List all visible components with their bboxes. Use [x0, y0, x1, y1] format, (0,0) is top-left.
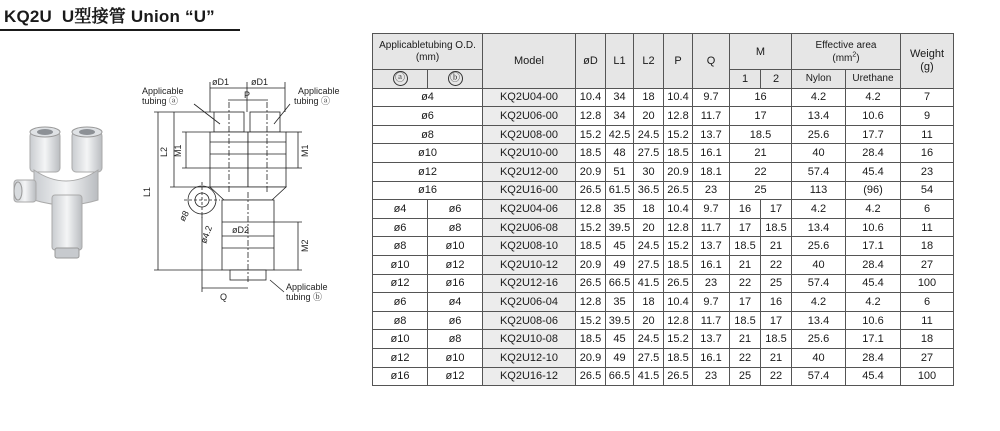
- cell-q: 18.1: [693, 162, 730, 181]
- cell-tube-b: ø16: [428, 274, 483, 293]
- title-name-cn: U型接管: [61, 7, 126, 26]
- cell-urethane: 28.4: [846, 348, 901, 367]
- cell-l1: 51: [606, 162, 634, 181]
- cell-weight: 27: [901, 255, 954, 274]
- od8-label: ø8: [177, 208, 191, 223]
- cell-model: KQ2U10-12: [483, 255, 576, 274]
- cell-p: 15.2: [664, 125, 693, 144]
- header-l2: L2: [634, 34, 664, 89]
- cell-l2: 18: [634, 88, 664, 107]
- cell-l2: 30: [634, 162, 664, 181]
- od4-2-label: ø4.2: [198, 224, 215, 245]
- header-model: Model: [483, 34, 576, 89]
- cell-q: 9.7: [693, 88, 730, 107]
- cell-model: KQ2U16-00: [483, 181, 576, 200]
- cell-l2: 41.5: [634, 367, 664, 386]
- l2-label: L2: [159, 146, 169, 157]
- cell-urethane: 4.2: [846, 293, 901, 312]
- cell-p: 10.4: [664, 293, 693, 312]
- cell-m1: 17: [730, 293, 761, 312]
- cell-model: KQ2U10-08: [483, 330, 576, 349]
- cell-l1: 66.5: [606, 367, 634, 386]
- cell-m1: 21: [730, 330, 761, 349]
- cell-tube-b: ø10: [428, 348, 483, 367]
- cell-l1: 34: [606, 107, 634, 126]
- cell-tube: ø12: [373, 162, 483, 181]
- cell-model: KQ2U10-00: [483, 144, 576, 163]
- table-row: [373, 330, 954, 349]
- cell-l1: 45: [606, 330, 634, 349]
- header-od: øD: [576, 34, 606, 89]
- cell-l2: 24.5: [634, 330, 664, 349]
- cell-m2: 21: [761, 237, 792, 256]
- cell-l1: 49: [606, 255, 634, 274]
- cell-p: 26.5: [664, 367, 693, 386]
- cell-l2: 24.5: [634, 237, 664, 256]
- spec-table-body: [373, 88, 954, 386]
- title-code: KQ2U: [4, 7, 53, 26]
- cell-urethane: 28.4: [846, 144, 901, 163]
- cell-weight: 6: [901, 293, 954, 312]
- cell-q: 9.7: [693, 200, 730, 219]
- table-row: [373, 125, 954, 144]
- table-row: [373, 293, 954, 312]
- cell-q: 16.1: [693, 255, 730, 274]
- cell-tube-b: ø4: [428, 293, 483, 312]
- table-row: [373, 200, 954, 219]
- cell-l2: 18: [634, 293, 664, 312]
- cell-weight: 6: [901, 200, 954, 219]
- cell-nylon: 40: [792, 255, 846, 274]
- page-title: [4, 2, 215, 27]
- cell-tube-a: ø8: [373, 311, 428, 330]
- cell-od: 10.4: [576, 88, 606, 107]
- title-underline: [0, 29, 240, 31]
- cell-q: 13.7: [693, 330, 730, 349]
- cell-m: 16: [730, 88, 792, 107]
- cell-nylon: 40: [792, 144, 846, 163]
- cell-l2: 27.5: [634, 348, 664, 367]
- header-effective-area-close: ): [856, 52, 860, 64]
- cell-q: 13.7: [693, 125, 730, 144]
- cell-tube-a: ø6: [373, 293, 428, 312]
- header-m2: 2: [761, 70, 792, 89]
- cell-nylon: 4.2: [792, 88, 846, 107]
- cell-q: 23: [693, 274, 730, 293]
- cell-weight: 100: [901, 274, 954, 293]
- table-row: [373, 88, 954, 107]
- cell-p: 12.8: [664, 107, 693, 126]
- table-row: [373, 367, 954, 386]
- cell-weight: 7: [901, 88, 954, 107]
- table-row: [373, 218, 954, 237]
- cell-tube-a: ø10: [373, 330, 428, 349]
- table-row: [373, 162, 954, 181]
- cell-l2: 18: [634, 200, 664, 219]
- header-effective-area-sup: 2: [852, 51, 857, 59]
- cell-nylon: 4.2: [792, 200, 846, 219]
- cell-nylon: 13.4: [792, 107, 846, 126]
- cell-nylon: 25.6: [792, 125, 846, 144]
- cell-urethane: 4.2: [846, 88, 901, 107]
- header-nylon: Nylon: [792, 70, 846, 89]
- table-row: [373, 255, 954, 274]
- cell-urethane: 45.4: [846, 274, 901, 293]
- cell-q: 9.7: [693, 293, 730, 312]
- cell-l1: 39.5: [606, 218, 634, 237]
- table-row: [373, 107, 954, 126]
- cell-tube: ø10: [373, 144, 483, 163]
- cell-nylon: 40: [792, 348, 846, 367]
- cell-weight: 18: [901, 237, 954, 256]
- cell-m1: 17: [730, 218, 761, 237]
- cell-tube-b: ø6: [428, 200, 483, 219]
- p-label: P: [244, 90, 251, 100]
- spec-table: [372, 33, 954, 386]
- cell-p: 18.5: [664, 255, 693, 274]
- header-urethane: Urethane: [846, 70, 901, 89]
- cell-q: 16.1: [693, 144, 730, 163]
- cell-nylon: 113: [792, 181, 846, 200]
- cell-nylon: 57.4: [792, 162, 846, 181]
- cell-weight: 23: [901, 162, 954, 181]
- cell-p: 15.2: [664, 330, 693, 349]
- cell-l2: 20: [634, 311, 664, 330]
- cell-m: 25: [730, 181, 792, 200]
- cell-l1: 49: [606, 348, 634, 367]
- header-m1: 1: [730, 70, 761, 89]
- cell-model: KQ2U08-10: [483, 237, 576, 256]
- table-row: [373, 348, 954, 367]
- cell-nylon: 25.6: [792, 237, 846, 256]
- cell-m2: 17: [761, 200, 792, 219]
- od2-label: øD2: [232, 225, 250, 235]
- cell-p: 10.4: [664, 88, 693, 107]
- l1-label: L1: [142, 186, 152, 197]
- cell-q: 23: [693, 181, 730, 200]
- applicable-tubing-a-right: Applicable: [298, 86, 340, 96]
- cell-weight: 27: [901, 348, 954, 367]
- cell-l2: 24.5: [634, 125, 664, 144]
- cell-urethane: 17.1: [846, 237, 901, 256]
- cell-model: KQ2U12-00: [483, 162, 576, 181]
- cell-tube-a: ø12: [373, 274, 428, 293]
- cell-od: 20.9: [576, 348, 606, 367]
- cell-urethane: (96): [846, 181, 901, 200]
- applicable-tubing-a-left: Applicable: [142, 86, 184, 96]
- cell-m2: 21: [761, 348, 792, 367]
- cell-l1: 39.5: [606, 311, 634, 330]
- cell-model: KQ2U06-04: [483, 293, 576, 312]
- cell-tube-b: ø8: [428, 218, 483, 237]
- table-row: [373, 311, 954, 330]
- cell-m2: 25: [761, 274, 792, 293]
- cell-tube-a: ø8: [373, 237, 428, 256]
- header-effective-area: [792, 34, 901, 70]
- title-name-en: Union “U”: [130, 7, 215, 26]
- cell-tube-b: ø12: [428, 367, 483, 386]
- cell-tube-a: ø10: [373, 255, 428, 274]
- cell-od: 26.5: [576, 367, 606, 386]
- header-effective-area-label: Effective area: [815, 39, 877, 51]
- cell-q: 16.1: [693, 348, 730, 367]
- cell-model: KQ2U12-16: [483, 274, 576, 293]
- cell-tube: ø4: [373, 88, 483, 107]
- cell-l1: 34: [606, 88, 634, 107]
- cell-l1: 35: [606, 200, 634, 219]
- cell-tube: ø16: [373, 181, 483, 200]
- cell-tube-b: ø6: [428, 311, 483, 330]
- cell-m1: 16: [730, 200, 761, 219]
- dimension-drawing: [140, 72, 375, 307]
- cell-m2: 18.5: [761, 218, 792, 237]
- cell-m2: 17: [761, 311, 792, 330]
- header-weight: [901, 34, 954, 89]
- product-photo: [0, 110, 140, 280]
- cell-m2: 16: [761, 293, 792, 312]
- header-effective-area-unit: (mm: [832, 52, 853, 64]
- cell-p: 18.5: [664, 144, 693, 163]
- q-label: Q: [220, 292, 228, 302]
- cell-urethane: 45.4: [846, 162, 901, 181]
- cell-weight: 11: [901, 125, 954, 144]
- cell-urethane: 45.4: [846, 367, 901, 386]
- cell-q: 11.7: [693, 107, 730, 126]
- table-row: [373, 237, 954, 256]
- table-row: [373, 274, 954, 293]
- tubing-a-left: tubing ⓐ: [142, 96, 179, 106]
- cell-weight: 11: [901, 311, 954, 330]
- cell-l1: 48: [606, 144, 634, 163]
- cell-model: KQ2U08-06: [483, 311, 576, 330]
- cell-tube: ø8: [373, 125, 483, 144]
- header-q: Q: [693, 34, 730, 89]
- cell-l1: 45: [606, 237, 634, 256]
- cell-l2: 20: [634, 107, 664, 126]
- cell-m: 18.5: [730, 125, 792, 144]
- cell-m2: 22: [761, 367, 792, 386]
- cell-od: 18.5: [576, 144, 606, 163]
- cell-od: 20.9: [576, 255, 606, 274]
- cell-od: 15.2: [576, 125, 606, 144]
- cell-model: KQ2U06-08: [483, 218, 576, 237]
- cell-l2: 27.5: [634, 255, 664, 274]
- cell-weight: 18: [901, 330, 954, 349]
- header-weight-label: Weight: [909, 47, 945, 60]
- cell-od: 12.8: [576, 200, 606, 219]
- cell-m: 22: [730, 162, 792, 181]
- cell-urethane: 4.2: [846, 200, 901, 219]
- header-a: [373, 70, 428, 89]
- circle-b: ⓑ: [448, 71, 463, 86]
- cell-q: 11.7: [693, 218, 730, 237]
- cell-tube-b: ø12: [428, 255, 483, 274]
- cell-od: 12.8: [576, 107, 606, 126]
- cell-p: 26.5: [664, 181, 693, 200]
- cell-tube-a: ø6: [373, 218, 428, 237]
- cell-p: 20.9: [664, 162, 693, 181]
- cell-od: 15.2: [576, 218, 606, 237]
- cell-m: 21: [730, 144, 792, 163]
- od1-right-label: øD1: [251, 77, 269, 87]
- cell-p: 12.8: [664, 218, 693, 237]
- cell-nylon: 13.4: [792, 311, 846, 330]
- cell-model: KQ2U04-00: [483, 88, 576, 107]
- cell-od: 12.8: [576, 293, 606, 312]
- cell-m1: 25: [730, 367, 761, 386]
- cell-model: KQ2U06-00: [483, 107, 576, 126]
- cell-nylon: 57.4: [792, 367, 846, 386]
- cell-urethane: 10.6: [846, 311, 901, 330]
- cell-urethane: 17.1: [846, 330, 901, 349]
- circle-a: ⓐ: [393, 71, 408, 86]
- table-row: [373, 181, 954, 200]
- cell-model: KQ2U08-00: [483, 125, 576, 144]
- cell-urethane: 10.6: [846, 107, 901, 126]
- cell-tube-a: ø4: [373, 200, 428, 219]
- cell-urethane: 17.7: [846, 125, 901, 144]
- cell-p: 18.5: [664, 348, 693, 367]
- cell-m1: 22: [730, 348, 761, 367]
- m1-left-label: M1: [173, 144, 183, 157]
- applicable-tubing-b: Applicable: [286, 282, 328, 292]
- cell-m: 17: [730, 107, 792, 126]
- cell-q: 13.7: [693, 237, 730, 256]
- cell-q: 11.7: [693, 311, 730, 330]
- cell-od: 26.5: [576, 274, 606, 293]
- tubing-b: tubing ⓑ: [286, 292, 323, 302]
- cell-od: 15.2: [576, 311, 606, 330]
- cell-q: 23: [693, 367, 730, 386]
- cell-nylon: 13.4: [792, 218, 846, 237]
- header-l1: L1: [606, 34, 634, 89]
- cell-weight: 100: [901, 367, 954, 386]
- cell-tube-b: ø10: [428, 237, 483, 256]
- cell-m1: 18.5: [730, 311, 761, 330]
- cell-tube-a: ø12: [373, 348, 428, 367]
- cell-od: 26.5: [576, 181, 606, 200]
- cell-od: 20.9: [576, 162, 606, 181]
- cell-m2: 18.5: [761, 330, 792, 349]
- cell-tube-a: ø16: [373, 367, 428, 386]
- cell-m1: 22: [730, 274, 761, 293]
- cell-model: KQ2U12-10: [483, 348, 576, 367]
- cell-p: 10.4: [664, 200, 693, 219]
- cell-urethane: 10.6: [846, 218, 901, 237]
- cell-m1: 18.5: [730, 237, 761, 256]
- tubing-a-right: tubing ⓐ: [294, 96, 331, 106]
- m1-right-label: M1: [300, 144, 310, 157]
- cell-weight: 9: [901, 107, 954, 126]
- cell-od: 18.5: [576, 237, 606, 256]
- cell-nylon: 4.2: [792, 293, 846, 312]
- cell-nylon: 25.6: [792, 330, 846, 349]
- cell-l1: 35: [606, 293, 634, 312]
- header-m: M: [730, 34, 792, 70]
- cell-l2: 36.5: [634, 181, 664, 200]
- cell-weight: 16: [901, 144, 954, 163]
- cell-p: 12.8: [664, 311, 693, 330]
- header-p: P: [664, 34, 693, 89]
- cell-p: 26.5: [664, 274, 693, 293]
- cell-nylon: 57.4: [792, 274, 846, 293]
- cell-weight: 11: [901, 218, 954, 237]
- cell-l1: 66.5: [606, 274, 634, 293]
- cell-tube: ø6: [373, 107, 483, 126]
- cell-p: 15.2: [664, 237, 693, 256]
- m2-label: M2: [300, 239, 310, 252]
- cell-model: KQ2U16-12: [483, 367, 576, 386]
- cell-od: 18.5: [576, 330, 606, 349]
- header-b: [428, 70, 483, 89]
- cell-l2: 27.5: [634, 144, 664, 163]
- cell-l2: 20: [634, 218, 664, 237]
- od1-left-label: øD1: [212, 77, 230, 87]
- cell-urethane: 28.4: [846, 255, 901, 274]
- cell-weight: 54: [901, 181, 954, 200]
- cell-m1: 21: [730, 255, 761, 274]
- header-applicable-tubing: Applicabletubing O.D.(mm): [373, 34, 483, 70]
- header-weight-unit: (g): [920, 60, 934, 73]
- cell-l1: 42.5: [606, 125, 634, 144]
- cell-tube-b: ø8: [428, 330, 483, 349]
- cell-model: KQ2U04-06: [483, 200, 576, 219]
- cell-l1: 61.5: [606, 181, 634, 200]
- table-row: [373, 144, 954, 163]
- cell-m2: 22: [761, 255, 792, 274]
- cell-l2: 41.5: [634, 274, 664, 293]
